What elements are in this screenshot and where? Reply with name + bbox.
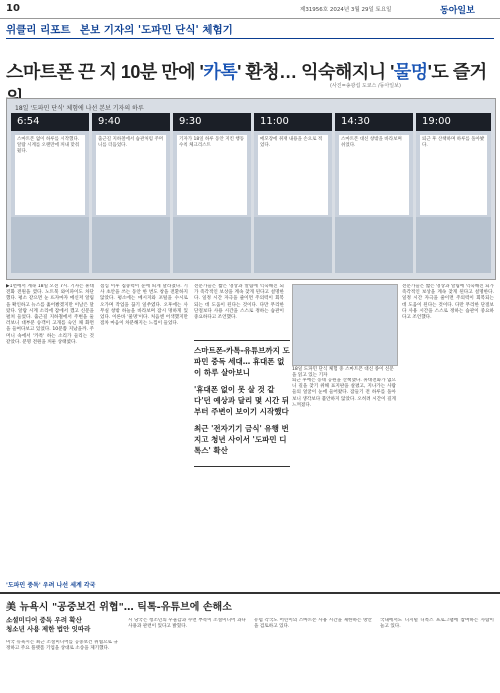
body-column: ▶1면에서 계속 18일 오전 7시. 기자는 휴대전화 전원을 껐다. 노트북 와이파이도 차단했다. 평소 같으면 눈 뜨자마자 메신저 알림을 확인하고 뉴스를 훑어봤겠지만 이날은 달랐다. 알람 시계 소리에 잠에서 깼고 신문을 펼쳐 들었다. 출근길 지하철에서 주변을 둘러보니 대부분 승객이 고개를 숙인 채 화면을 들여다보고 있었다. 10분쯤 지났을까. 주머니 속에서 '카톡' 하는 소리가 들리는 것 같았다. 분명 전원을 꺼둔 상태였다. — [6, 284, 94, 345]
tile-text: 스마트폰 대신 창밖을 바라보며 쉬었다. — [339, 135, 409, 215]
headline-highlight: 카톡 — [203, 62, 238, 82]
tile-scene — [254, 217, 332, 273]
page-number: 10 — [6, 3, 20, 14]
photo-caption: 18일 '도파민 단식' 체험에 나선 본보 기자의 하루 — [15, 105, 144, 112]
side-caption: 18일 도파민 단식 체험 중 스마트폰 대신 종이 신문을 읽고 있는 기자 — [292, 367, 394, 378]
tile-scene — [11, 217, 89, 273]
tile-text: 기자가 18일 하루 동안 지킨 행동 수칙 체크리스트 — [177, 135, 247, 215]
tile-text: 스마트폰 없이 하루를 시작했다. 알람 시계를 오랜만에 꺼내 맞춰뒀다. — [15, 135, 85, 215]
tile-scene — [416, 217, 491, 273]
pull-quote: '휴대폰 없이 못 살 것 같다'던 예상과 달리 몇 시간 뒤부터 주변이 보이기 시작했다 — [194, 385, 290, 416]
headline-credit: (사진=송광섭 도쿄스 /동아일보) — [330, 83, 401, 89]
bottom-headline: 美 뉴욕시 "공중보건 위협"… 틱톡-유튜브에 손해소 — [6, 602, 232, 613]
time-bar: 9:30 — [173, 113, 251, 131]
paper-name: 동아일보 — [440, 6, 475, 16]
bottom-article — [0, 592, 500, 693]
bottom-column: 유럽 각국도 어린이의 스마트폰 사용 시간을 제한하는 방안을 검토하고 있다. — [254, 618, 372, 630]
time-bar: 9:40 — [92, 113, 170, 131]
headline-highlight: 물멍 — [393, 62, 428, 82]
time-bar: 14:30 — [335, 113, 413, 131]
pull-quote: 스마트폰-카톡-유튜브까지 도파민 중독 세대… 휴대폰 없이 하루 살아보니 — [194, 346, 290, 377]
tile-text: 출근길 지하철에서 습관처럼 주머니를 더듬었다. — [96, 135, 166, 215]
bottom-subhead-line: 소셜미디어 중독 우려 확산 — [6, 616, 82, 624]
section-series: 본보 기자의 '도파민 단식' 체험기 — [79, 24, 233, 36]
side-photo — [292, 284, 398, 366]
bottom-column: 미국 뉴욕시는 최근 소셜미디어를 공중보건 위협으로 규정하고 주요 플랫폼 기업을 상대로 소송을 제기했다. — [6, 640, 118, 652]
photo-tile — [335, 113, 413, 273]
section-title — [6, 22, 233, 37]
issue-info: 제31956호 2024년 3월 29일 토요일 — [300, 7, 392, 13]
tile-scene — [335, 217, 413, 273]
photo-tile — [254, 113, 332, 273]
tile-scene — [92, 217, 170, 273]
time-bar: 19:00 — [416, 113, 491, 131]
photo-tile — [173, 113, 251, 273]
headline-part: ' 환청… 익숙해지니 ' — [237, 62, 394, 82]
tile-text: 메모장에 취재 내용을 손으로 적었다. — [258, 135, 328, 215]
section-kicker: 위클리 리포트 — [6, 24, 71, 36]
inset-label: '도파민 중독' 우려 나선 세계 각국 — [6, 582, 96, 589]
body-column: 전문가들은 짧은 영상과 알림에 익숙해진 뇌가 즉각적인 보상을 계속 찾게 된다고 설명한다. 일정 시간 자극을 줄이면 주의력이 회복되는 데 도움이 된다는 것이다. 다만 무리한 단절보다 사용 시간을 스스로 정하는 습관이 중요하다고 조언했다. — [402, 284, 494, 321]
photo-tile — [416, 113, 491, 273]
bottom-subhead — [6, 616, 90, 634]
tile-scene — [173, 217, 251, 273]
photo-tile — [11, 113, 89, 273]
photo-tile — [92, 113, 170, 273]
body-column: 점심 이후 집중력이 눈에 띄게 달라졌다. 기사 초안을 쓰는 동안 한 번도 창을 전환하지 않았다. 평소에는 메시지와 포털을 수시로 오가며 작업을 끊기 일쑤였다. 오후에는 사무실 창밖 하늘을 바라보며 잠시 멍하게 있었다. 이른바 '물멍'이다. 처음엔 어색했지만 점차 마음이 차분해지는 느낌이 들었다. — [100, 284, 188, 327]
headline-part: '도 즐거 — [427, 62, 487, 82]
time-bar: 11:00 — [254, 113, 332, 131]
pull-quote-box — [194, 340, 290, 467]
divider — [6, 38, 494, 39]
bottom-column: 시 당국은 청소년의 우울감과 수면 부족이 소셜미디어 과다 사용과 관련이 있다고 밝혔다. — [128, 618, 246, 630]
tile-text: 퇴근 후 산책하며 하루를 돌아봤다. — [420, 135, 487, 215]
bottom-column: 국내에서도 디지털 디톡스 프로그램에 참여하는 사람이 늘고 있다. — [380, 618, 494, 630]
body-column: 퇴근 후에는 동네 공원을 산책했다. 휴대전화가 없으니 길을 찾기 위해 표지판을 살폈고, 지나가는 사람들의 얼굴이 눈에 들어왔다. 잠들기 전 하루를 돌아보니 생각보다 불안하지 않았다. 오히려 시간이 길게 느껴졌다. — [292, 378, 396, 408]
body-column: 전문가들은 짧은 영상과 알림에 익숙해진 뇌가 즉각적인 보상을 계속 찾게 된다고 설명한다. 일정 시간 자극을 줄이면 주의력이 회복되는 데 도움이 된다는 것이다. 다만 무리한 단절보다 사용 시간을 스스로 정하는 습관이 중요하다고 조언했다. — [194, 284, 284, 321]
page-header — [0, 0, 500, 19]
photo-strip — [6, 98, 496, 280]
pull-quote: 최근 '전자기기 금식' 유행 번지고 청년 사이서 '도파민 디톡스' 확산 — [194, 424, 289, 455]
bottom-subhead-line: 청소년 사용 제한 법안 잇따라 — [6, 625, 91, 633]
headline-part: 스마트폰 끈 지 10분 만에 ' — [6, 62, 204, 82]
time-bar: 6:54 — [11, 113, 89, 131]
